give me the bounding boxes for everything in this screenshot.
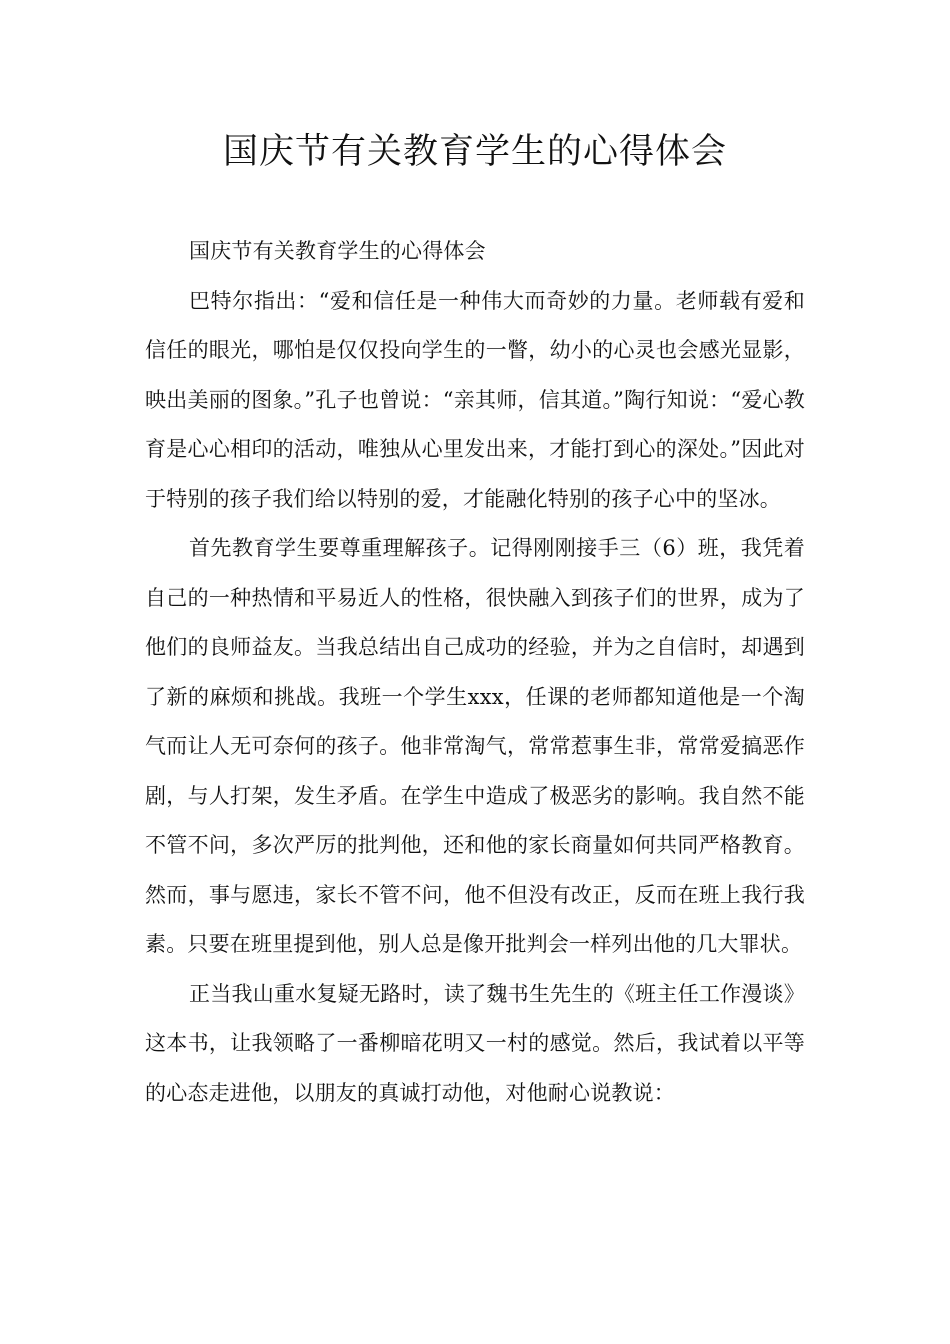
paragraph-subtitle: 国庆节有关教育学生的心得体会 (189, 239, 486, 263)
paragraph-respect: 首先教育学生要尊重理解孩子。记得刚刚接手三（6）班，我凭着自己的一种热情和平易近人的性格，很快融入到孩子们的世界，成为了他们的良师益友。当我总结出自己成功的经验，并为之自信时，却遇到了新的麻烦和挑战。我班一个学生xxx，任课的老师都知道他是一个淘气而让人无可奈何的孩子。他非常淘气，常常惹事生非，常常爱搞恶作剧，与人打架，发生矛盾。在学生中造成了极恶劣的影响。我自然不能不管不问，多次严厉的批判他，还和他的家长商量如何共同严格教育。然而，事与愿违，家长不管不问，他不但没有改正，反而在班上我行我素。只要在班里提到他，别人总是像开批判会一样列出他的几大罪状。 (145, 536, 805, 956)
document-title: 国庆节有关教育学生的心得体会 (222, 132, 727, 172)
paragraph-turning-point: 正当我山重水复疑无路时，读了魏书生先生的《班主任工作漫谈》这本书，让我领略了一番柳暗花明又一村的感觉。然后，我试着以平等的心态走进他，以朋友的真诚打动他，对他耐心说教说： (145, 981, 805, 1105)
document-body (145, 227, 805, 1118)
paragraph-quotes: 巴特尔指出：“爱和信任是一种伟大而奇妙的力量。老师载有爱和信任的眼光，哪怕是仅仅投向学生的一瞥，幼小的心灵也会感光显影，映出美丽的图象。”孔子也曾说：“亲其师，信其道。”陶行知说：“爱心教育是心心相印的活动，唯独从心里发出来，才能打到心的深处。”因此对于特别的孩子我们给以特别的爱，才能融化特别的孩子心中的坚冰。 (145, 288, 805, 511)
